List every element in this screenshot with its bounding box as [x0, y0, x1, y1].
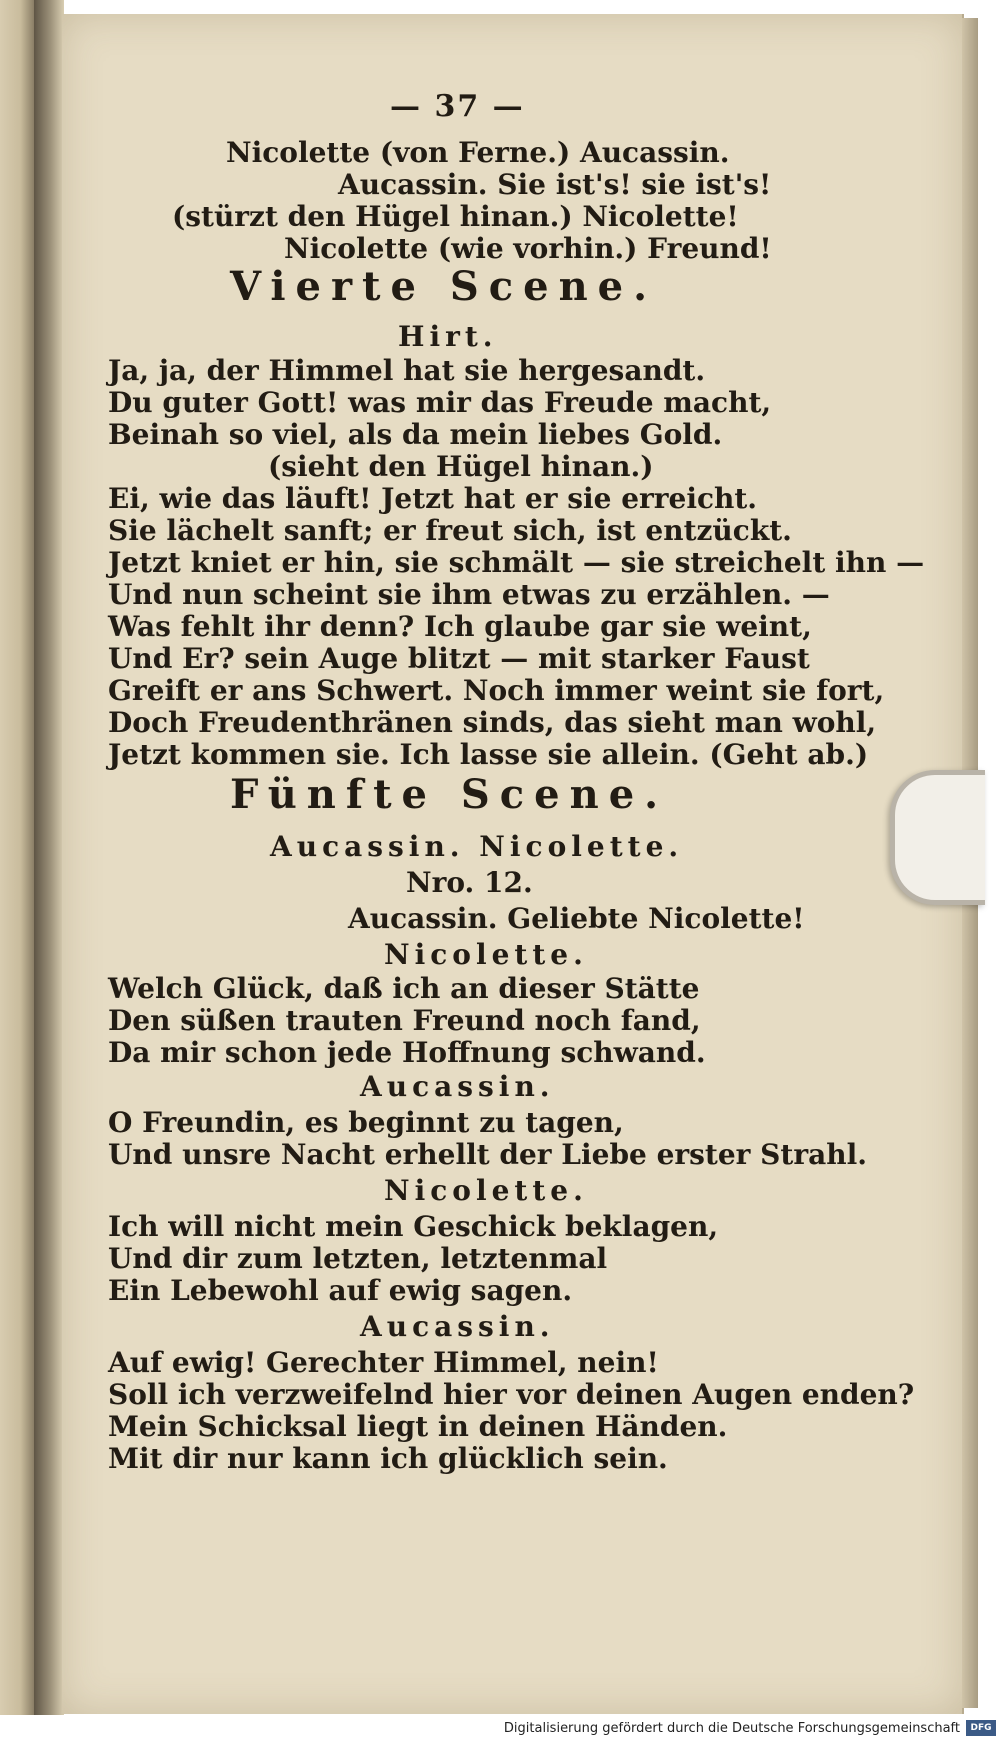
dfg-logo-icon: DFG	[966, 1720, 996, 1736]
text-line: Jetzt kommen sie. Ich lasse sie allein. (Geht ab.)	[108, 738, 869, 771]
text-line: Ja, ja, der Himmel hat sie hergesandt.	[108, 354, 706, 387]
speaker-names: Aucassin. Nicolette.	[270, 830, 684, 863]
text-line: Und Er? sein Auge blitzt — mit starker Faust	[108, 642, 810, 675]
text-line: Beinah so viel, als da mein liebes Gold.	[108, 418, 723, 451]
page-number: — 37 —	[390, 89, 525, 124]
speaker-name: Nicolette.	[384, 1174, 588, 1207]
text-line: Welch Glück, daß ich an dieser Stätte	[108, 972, 700, 1005]
text-line: Soll ich verzweifelnd hier vor deinen Augen enden?	[108, 1378, 915, 1411]
text-line: Und unsre Nacht erhellt der Liebe erster Strahl.	[108, 1138, 867, 1171]
text-line: Was fehlt ihr denn? Ich glaube gar sie weint,	[108, 610, 812, 643]
text-line: Und nun scheint sie ihm etwas zu erzählen. —	[108, 578, 830, 611]
text-line: Ein Lebewohl auf ewig sagen.	[108, 1274, 573, 1307]
text-line: Ei, wie das läuft! Jetzt hat er sie erreicht.	[108, 482, 758, 515]
text-line: Doch Freudenthränen sinds, das sieht man wohl,	[108, 706, 877, 739]
facing-page-edge	[0, 0, 34, 1715]
text-line: Da mir schon jede Hoffnung schwand.	[108, 1036, 706, 1069]
text-line: Aucassin. Sie ist's! sie ist's!	[338, 168, 772, 201]
scene-heading: Fünfte Scene.	[230, 771, 669, 818]
speaker-name: Aucassin.	[360, 1070, 555, 1103]
text-line: Nicolette (von Ferne.) Aucassin.	[226, 136, 730, 169]
text-line: Nicolette (wie vorhin.) Freund!	[284, 232, 772, 265]
footer-credit: Digitalisierung gefördert durch die Deutsche Forschungsgemeinschaft	[503, 1721, 960, 1736]
scene-heading: Vierte Scene.	[230, 263, 658, 310]
text-line: (stürzt den Hügel hinan.) Nicolette!	[172, 200, 739, 233]
text-line: Aucassin. Geliebte Nicolette!	[348, 902, 805, 935]
bookmark-tab	[890, 770, 985, 905]
text-line: Auf ewig! Gerechter Himmel, nein!	[108, 1346, 659, 1379]
digitization-footer	[0, 1715, 1000, 1743]
text-line: Jetzt kniet er hin, sie schmält — sie streichelt ihn —	[108, 546, 925, 579]
stage-direction: (sieht den Hügel hinan.)	[268, 450, 654, 483]
text-line: Du guter Gott! was mir das Freude macht,	[108, 386, 772, 419]
speaker-name: Nicolette.	[384, 938, 588, 971]
text-line: Mein Schicksal liegt in deinen Händen.	[108, 1410, 728, 1443]
speaker-name: Hirt.	[398, 320, 498, 353]
text-line: Sie lächelt sanft; er freut sich, ist entzückt.	[108, 514, 792, 547]
speaker-name: Aucassin.	[360, 1310, 555, 1343]
text-line: Greift er ans Schwert. Noch immer weint sie fort,	[108, 674, 885, 707]
number-label: Nro. 12.	[406, 866, 533, 899]
text-line: Den süßen trauten Freund noch fand,	[108, 1004, 701, 1037]
text-line: Ich will nicht mein Geschick beklagen,	[108, 1210, 719, 1243]
text-line: Und dir zum letzten, letztenmal	[108, 1242, 608, 1275]
text-line: Mit dir nur kann ich glücklich sein.	[108, 1442, 668, 1475]
book-gutter	[34, 0, 64, 1715]
text-line: O Freundin, es beginnt zu tagen,	[108, 1106, 624, 1139]
